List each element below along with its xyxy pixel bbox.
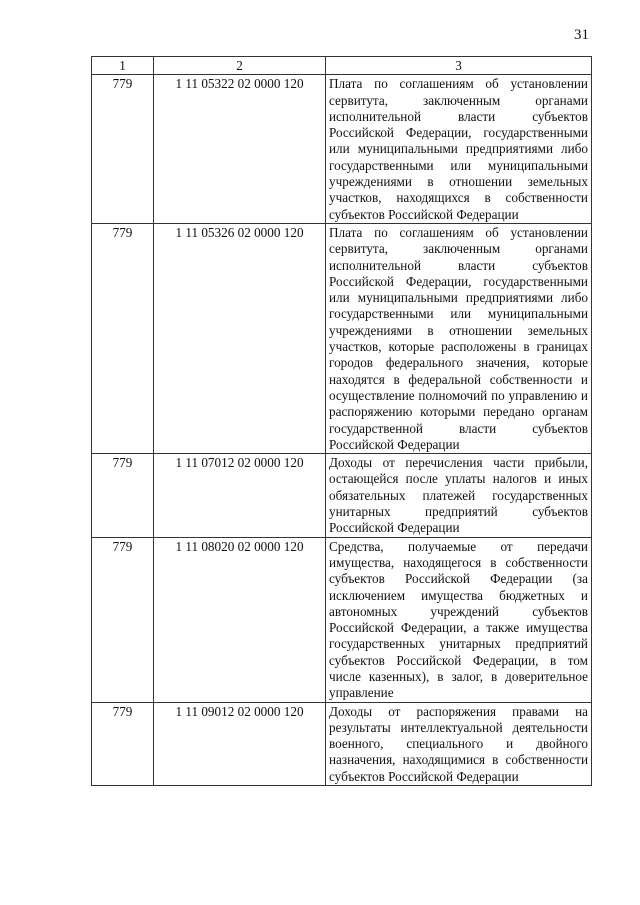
page-number: 31 — [574, 27, 589, 43]
admin-code-cell: 779 — [92, 537, 154, 702]
budget-code-cell: 1 11 05326 02 0000 120 — [154, 223, 326, 453]
description-cell: Доходы от перечисления части прибыли, остающейся после уплаты налогов и иных обязательных платежей государственных унитарных предприятий субъектов Российской Федерации — [326, 454, 592, 537]
column-header-1: 1 — [92, 57, 154, 75]
table-row — [92, 702, 592, 785]
table-row — [92, 454, 592, 537]
revenue-codes-table — [91, 56, 592, 786]
table-row — [92, 75, 592, 224]
description-cell: Доходы от распоряжения правами на результаты интеллектуальной деятельности военного, специального и двойного назначения, находящимися в собственности субъектов Российской Федерации — [326, 702, 592, 785]
description-cell: Плата по соглашениям об установлении сервитута, заключенным органами исполнительной власти субъектов Российской Федерации, государственными или муниципальными предприятиями либо государственными или муниципальными учреждениями в отношении земельных участков, находящихся в собственности субъектов Российской Федерации — [326, 75, 592, 224]
budget-code-cell: 1 11 09012 02 0000 120 — [154, 702, 326, 785]
table-row — [92, 537, 592, 702]
admin-code-cell: 779 — [92, 702, 154, 785]
column-header-2: 2 — [154, 57, 326, 75]
table-header-row — [92, 57, 592, 75]
budget-code-cell: 1 11 07012 02 0000 120 — [154, 454, 326, 537]
description-cell: Плата по соглашениям об установлении сервитута, заключенным органами исполнительной власти субъектов Российской Федерации, государственными или муниципальными предприятиями либо государственными или муниципальными учреждениями в отношении земельных участков, которые расположены в границах городов федерального значения, которые находятся в федеральной собственности и осуществление полномочий по управлению и распоряжению которыми передано органам государственной власти субъектов Российской Федерации — [326, 223, 592, 453]
column-header-3: 3 — [326, 57, 592, 75]
table-row — [92, 223, 592, 453]
budget-code-cell: 1 11 08020 02 0000 120 — [154, 537, 326, 702]
budget-code-cell: 1 11 05322 02 0000 120 — [154, 75, 326, 224]
admin-code-cell: 779 — [92, 75, 154, 224]
description-cell: Средства, получаемые от передачи имущества, находящегося в собственности субъектов Российской Федерации (за исключением имущества бюджетных и автономных учреждений субъектов Российской Федерации, а также имущества государственных унитарных предприятий субъектов Российской Федерации, в том числе казенных), в залог, в доверительное управление — [326, 537, 592, 702]
admin-code-cell: 779 — [92, 454, 154, 537]
admin-code-cell: 779 — [92, 223, 154, 453]
